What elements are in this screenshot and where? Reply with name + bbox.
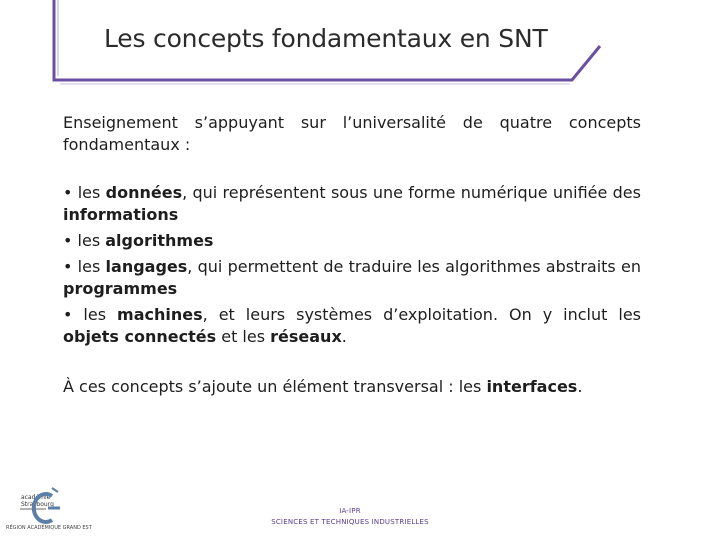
- intro-paragraph: Enseignement s’appuyant sur l’universalité de quatre concepts fondamentaux :: [63, 113, 641, 154]
- closing-paragraph: À ces concepts s’ajoute un élément transversal : les interfaces.: [63, 377, 583, 396]
- slide-body: [63, 112, 641, 398]
- list-item-donnees: • les données, qui représentent sous une forme numérique unifiée des informations: [63, 183, 641, 224]
- footer: [0, 506, 700, 528]
- svg-text:Strasbourg: Strasbourg: [21, 501, 54, 508]
- page-title: Les concepts fondamentaux en SNT: [104, 24, 548, 53]
- list-item-langages: • les langages, qui permettent de traduire les algorithmes abstraits en programmes: [63, 257, 641, 298]
- logo-caption: RÉGION ACADÉMIQUE GRAND EST: [6, 525, 92, 531]
- footer-line-2: SCIENCES ET TECHNIQUES INDUSTRIELLES: [271, 518, 429, 526]
- concept-list: [63, 182, 641, 348]
- list-item-machines: • les machines, et leurs systèmes d’exploitation. On y inclut les objets connectés et les réseaux.: [63, 305, 641, 346]
- list-item-algorithmes: • les algorithmes: [63, 231, 214, 250]
- svg-text:académie: académie: [21, 494, 51, 501]
- footer-line-1: IA-IPR: [339, 507, 361, 515]
